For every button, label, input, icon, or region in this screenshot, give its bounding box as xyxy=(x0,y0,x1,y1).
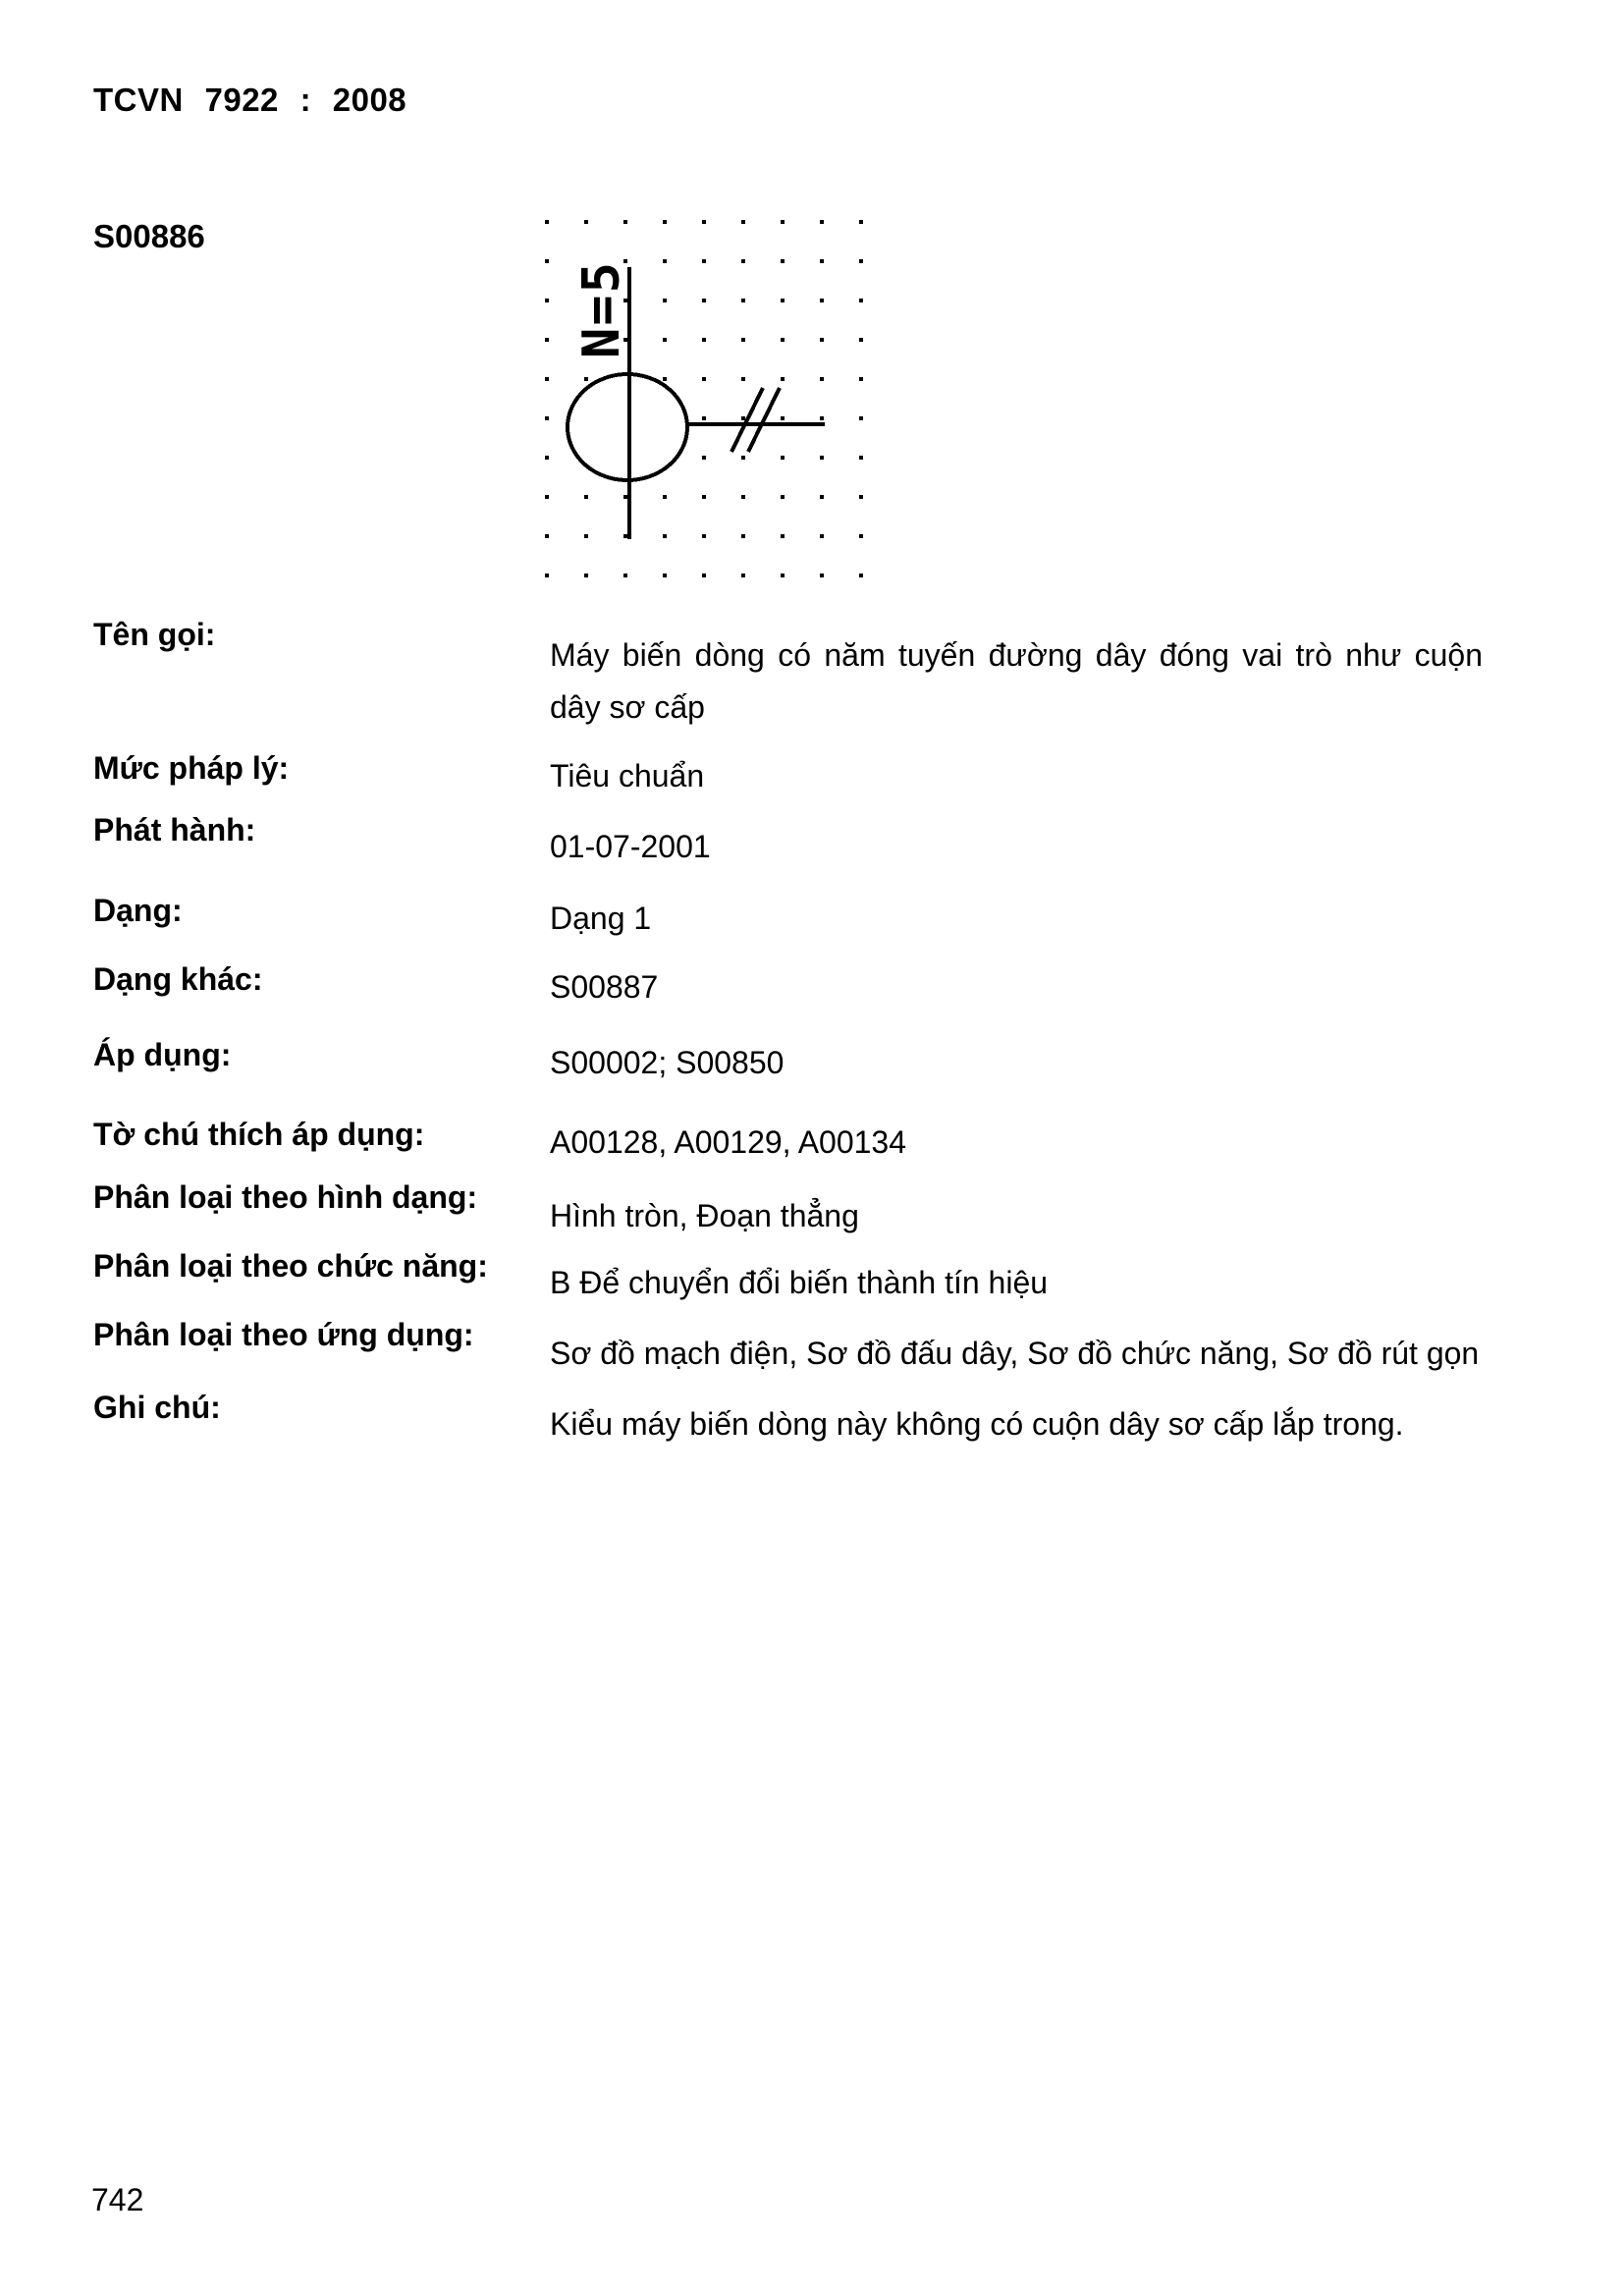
field-value: A00128, A00129, A00134 xyxy=(550,1124,907,1160)
field-label: Phân loại theo chức năng: xyxy=(93,1248,488,1284)
field-label: Tên gọi: xyxy=(93,617,216,652)
field-label: Phân loại theo ứng dụng: xyxy=(93,1317,474,1352)
field-value: Dạng 1 xyxy=(550,901,652,936)
field-value: Tiêu chuẩn xyxy=(550,758,705,793)
field-label: Phân loại theo hình dạng: xyxy=(93,1179,478,1215)
field-value: Máy biến dòng có năm tuyến đường dây đóng vai trò như cuộn dây sơ cấp xyxy=(550,637,1483,725)
turns-annotation: N=5 xyxy=(572,260,631,358)
document-header: TCVN 7922 : 2008 xyxy=(93,82,407,118)
field-label: Mức pháp lý: xyxy=(93,750,290,786)
field-value: Hình tròn, Đoạn thẳng xyxy=(550,1198,859,1233)
field-label: Dạng khác: xyxy=(93,961,263,997)
field-value: Kiểu máy biến dòng này không có cuộn dây sơ cấp lắp trong. xyxy=(550,1406,1404,1442)
field-label: Tờ chú thích áp dụng: xyxy=(93,1117,425,1152)
field-value: Sơ đồ mạch điện, Sơ đồ đấu dây, Sơ đồ chức năng, Sơ đồ rút gọn xyxy=(550,1336,1480,1371)
field-label: Phát hành: xyxy=(93,812,256,847)
field-label: Dạng: xyxy=(93,893,183,928)
field-value: S00002; S00850 xyxy=(550,1045,785,1080)
field-value: 01-07-2001 xyxy=(550,829,711,864)
field-value: S00887 xyxy=(550,969,659,1005)
field-label: Áp dụng: xyxy=(93,1037,232,1072)
symbol-id: S00886 xyxy=(93,218,205,254)
page-number: 742 xyxy=(91,2182,144,2217)
field-label: Ghi chú: xyxy=(93,1390,221,1425)
field-value: B Để chuyển đổi biến thành tín hiệu xyxy=(550,1265,1049,1300)
